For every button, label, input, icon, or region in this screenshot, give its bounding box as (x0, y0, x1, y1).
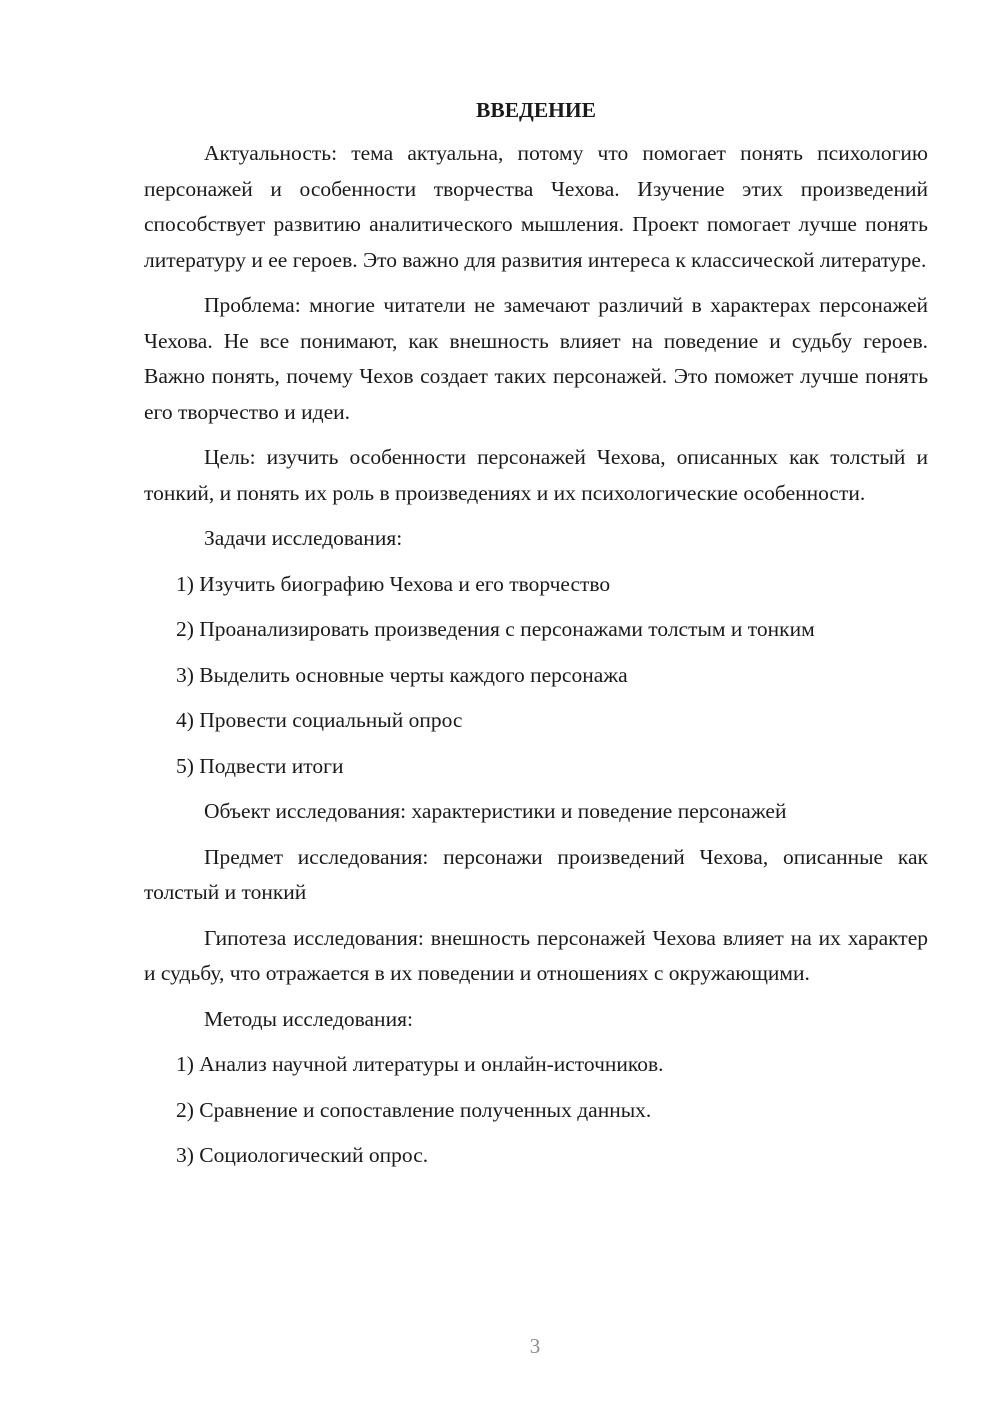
subject-paragraph: Предмет исследования: персонажи произведений Чехова, описанные как толстый и тонкий (144, 844, 928, 904)
method-item: 3) Социологический опрос. (176, 1143, 429, 1167)
object-paragraph: Объект исследования: характеристики и поведение персонажей (204, 799, 787, 823)
goal-paragraph: Цель: изучить особенности персонажей Чехова, описанных как толстый и тонкий, и понять их роль в произведениях и их психологические особенности. (144, 445, 928, 505)
page-title: ВВЕДЕНИЕ (476, 98, 596, 122)
task-item: 4) Провести социальный опрос (176, 708, 463, 732)
page-number: 3 (529, 1334, 541, 1358)
task-item: 5) Подвести итоги (176, 753, 344, 778)
document-page (144, 92, 928, 1184)
problem-paragraph: Проблема: многие читатели не замечают различий в характерах персонажей Чехова. Не все понимают, как внешность влияет на поведение и судьбу героев. Важно понять, почему Чехов создает таких персонажей. Это поможет лучше понять его творчество и идеи. (144, 293, 928, 424)
methods-heading: Методы исследования: (204, 1006, 413, 1031)
task-item: 2) Проанализировать произведения с персонажами толстым и тонким (176, 617, 815, 641)
task-item: 1) Изучить биографию Чехова и его творчество (176, 571, 611, 596)
hypothesis-paragraph: Гипотеза исследования: внешность персонажей Чехова влияет на их характер и судьбу, что отражается в их поведении и отношениях с окружающими. (144, 925, 928, 985)
task-item: 3) Выделить основные черты каждого персонажа (176, 662, 628, 687)
method-item: 2) Сравнение и сопоставление полученных данных. (176, 1097, 652, 1122)
relevance-paragraph: Актуальность: тема актуальна, потому что помогает понять психологию персонажей и особенности творчества Чехова. Изучение этих произведений способствует развитию аналитического мышления. Проект помогает лучше понять литературу и ее героев. Это важно для развития интереса к классической литературе. (144, 141, 928, 272)
tasks-heading: Задачи исследования: (204, 526, 403, 550)
method-item: 1) Анализ научной литературы и онлайн-источников. (176, 1052, 664, 1076)
